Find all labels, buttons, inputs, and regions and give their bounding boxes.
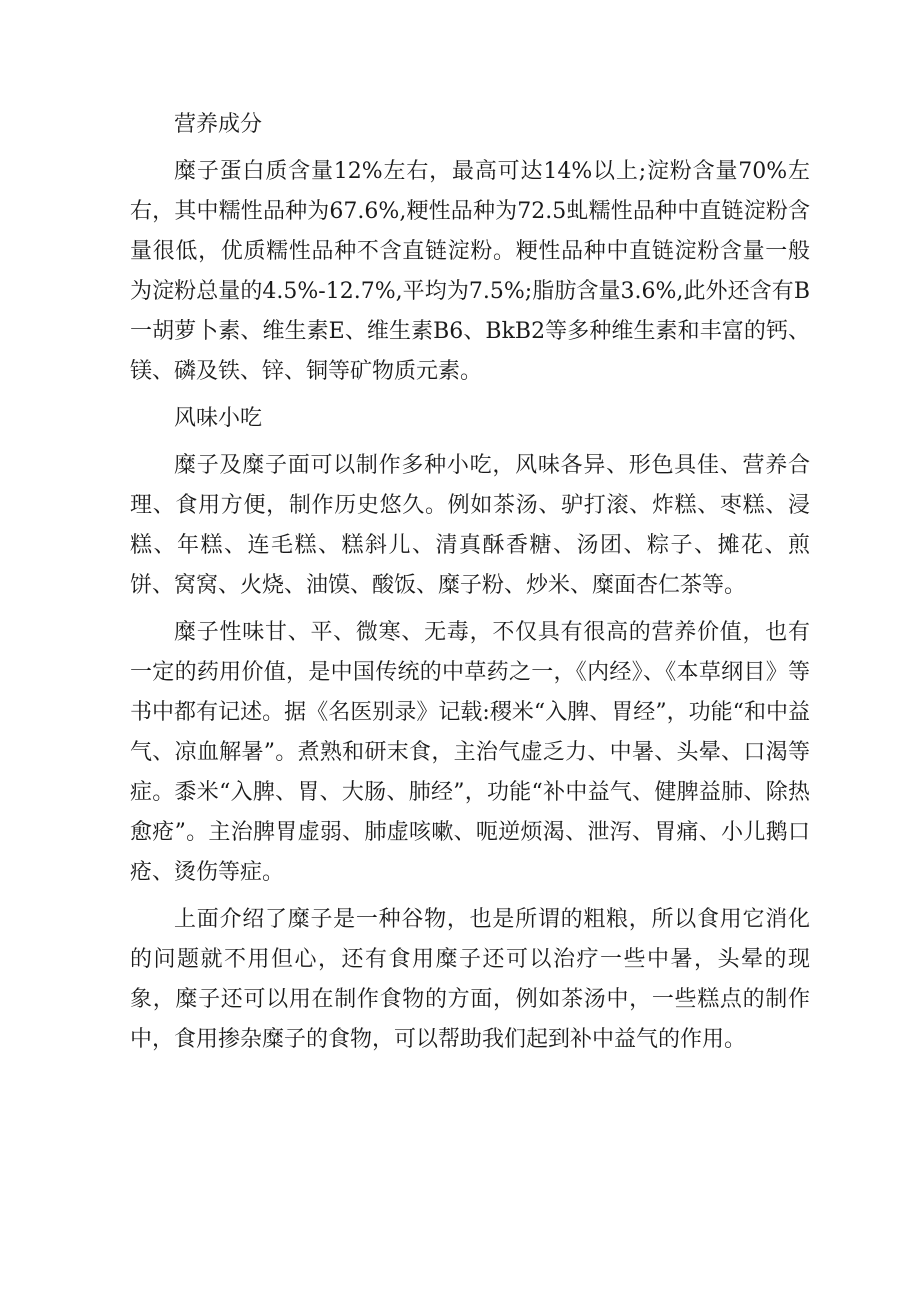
paragraph-nutrition: 糜子蛋白质含量12%左右，最高可达14%以上;淀粉含量70%左右，其中糯性品种为67.6%,粳性品种为72.5虬糯性品种中直链淀粉含量很低，优质糯性品种不含直链淀粉。粳性品种中直链淀粉含量一般为淀粉总量的4.5%-12.7%,平均为7.5%;脂肪含量3.6%,此外还含有B一胡萝卜素、维生素E、维生素B6、BkB2等多种维生素和丰富的钙、镁、磷及铁、锌、铜等矿物质元素。 [130, 159, 810, 384]
document-body [130, 105, 810, 1067]
section-heading-nutrition: 营养成分 [174, 112, 263, 137]
paragraph-medicinal: 糜子性味甘、平、微寒、无毒，不仅具有很高的营养价值，也有一定的药用价值，是中国传统的中草药之一，《内经》、《本草纲目》等书中都有记述。据《名医别录》记载:稷米“入脾、胃经”，功能“和中益气、凉血解暑”。煮熟和研末食，主治气虚乏力、中暑、头晕、口渴等症。黍米“入脾、胃、大肠、肺经”，功能“补中益气、健脾益肺、除热愈疮”。主治脾胃虚弱、肺虚咳嗽、呃逆烦渴、泄泻、胃痛、小儿鹅口疮、烫伤等症。 [130, 620, 810, 885]
paragraph-snacks: 糜子及糜子面可以制作多种小吃，风味各异、形色具佳、营养合理、食用方便，制作历史悠久。例如茶汤、驴打滚、炸糕、枣糕、浸糕、年糕、连毛糕、糕斜儿、清真酥香糖、汤团、粽子、摊花、煎饼、窝窝、火烧、油馍、酸饭、糜子粉、炒米、糜面杏仁茶等。 [130, 453, 810, 598]
section-heading-snacks: 风味小吃 [174, 406, 263, 431]
paragraph-summary: 上面介绍了糜子是一种谷物，也是所谓的粗粮，所以食用它消化的问题就不用但心，还有食用糜子还可以治疗一些中暑，头晕的现象，糜子还可以用在制作食物的方面，例如茶汤中，一些糕点的制作中，食用掺杂糜子的食物，可以帮助我们起到补中益气的作用。 [130, 907, 810, 1052]
